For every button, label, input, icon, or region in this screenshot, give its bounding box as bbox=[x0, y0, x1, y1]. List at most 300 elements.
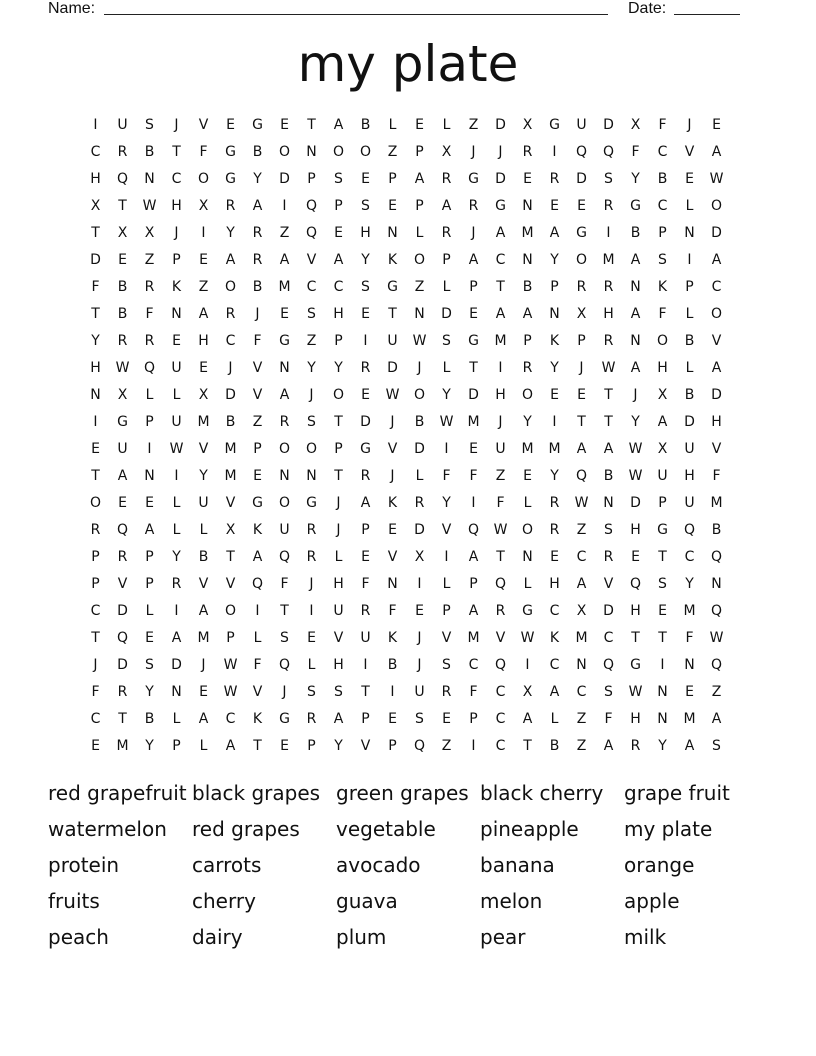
grid-letter[interactable]: L bbox=[442, 278, 451, 295]
grid-letter[interactable]: L bbox=[685, 359, 694, 376]
grid-letter[interactable]: Z bbox=[468, 116, 479, 133]
grid-letter[interactable]: Y bbox=[253, 170, 262, 187]
grid-letter[interactable]: C bbox=[225, 332, 236, 349]
grid-letter[interactable]: L bbox=[550, 710, 559, 727]
grid-letter[interactable]: B bbox=[252, 143, 263, 160]
grid-letter[interactable]: I bbox=[255, 602, 260, 619]
grid-letter[interactable]: X bbox=[576, 602, 587, 619]
grid-letter[interactable]: X bbox=[657, 440, 668, 457]
grid-letter[interactable]: N bbox=[279, 467, 290, 484]
grid-letter[interactable]: T bbox=[91, 629, 100, 646]
grid-letter[interactable]: L bbox=[199, 737, 208, 754]
grid-letter[interactable]: T bbox=[577, 413, 586, 430]
grid-letter[interactable]: B bbox=[117, 305, 128, 322]
grid-letter[interactable]: S bbox=[145, 116, 154, 133]
grid-letter[interactable]: R bbox=[90, 521, 101, 538]
grid-letter[interactable]: P bbox=[307, 170, 316, 187]
grid-letter[interactable]: E bbox=[631, 548, 640, 565]
grid-letter[interactable]: E bbox=[523, 170, 532, 187]
grid-letter[interactable]: D bbox=[630, 494, 641, 511]
grid-letter[interactable]: A bbox=[522, 305, 533, 322]
grid-letter[interactable]: Z bbox=[387, 143, 398, 160]
grid-letter[interactable]: W bbox=[439, 413, 454, 430]
grid-letter[interactable]: J bbox=[498, 143, 503, 160]
grid-letter[interactable]: F bbox=[631, 143, 640, 160]
grid-letter[interactable]: P bbox=[226, 629, 235, 646]
grid-letter[interactable]: V bbox=[306, 251, 317, 268]
grid-letter[interactable]: M bbox=[467, 629, 480, 646]
grid-letter[interactable]: L bbox=[145, 386, 154, 403]
grid-letter[interactable]: E bbox=[388, 521, 397, 538]
grid-letter[interactable]: Z bbox=[252, 413, 263, 430]
grid-letter[interactable]: Y bbox=[631, 170, 640, 187]
grid-letter[interactable]: A bbox=[711, 710, 722, 727]
grid-letter[interactable]: U bbox=[171, 413, 182, 430]
grid-letter[interactable]: R bbox=[117, 548, 128, 565]
grid-letter[interactable]: X bbox=[144, 224, 155, 241]
grid-letter[interactable]: P bbox=[145, 413, 154, 430]
grid-letter[interactable]: R bbox=[225, 197, 236, 214]
grid-letter[interactable]: J bbox=[390, 467, 395, 484]
grid-letter[interactable]: T bbox=[658, 548, 667, 565]
grid-letter[interactable]: W bbox=[169, 440, 184, 457]
grid-letter[interactable]: J bbox=[174, 224, 179, 241]
grid-letter[interactable]: R bbox=[360, 359, 371, 376]
grid-letter[interactable]: Q bbox=[116, 170, 129, 187]
grid-letter[interactable]: O bbox=[89, 494, 102, 511]
grid-letter[interactable]: A bbox=[711, 143, 722, 160]
grid-letter[interactable]: H bbox=[333, 575, 344, 592]
grid-letter[interactable]: A bbox=[279, 386, 290, 403]
grid-letter[interactable]: M bbox=[548, 440, 561, 457]
grid-letter[interactable]: S bbox=[361, 278, 370, 295]
grid-letter[interactable]: D bbox=[468, 386, 479, 403]
grid-letter[interactable]: L bbox=[199, 521, 208, 538]
grid-letter[interactable]: F bbox=[388, 602, 397, 619]
grid-letter[interactable]: Q bbox=[710, 602, 723, 619]
grid-letter[interactable]: O bbox=[575, 251, 588, 268]
grid-letter[interactable]: G bbox=[387, 278, 398, 295]
grid-letter[interactable]: V bbox=[711, 332, 722, 349]
grid-letter[interactable]: C bbox=[549, 602, 560, 619]
grid-letter[interactable]: C bbox=[90, 602, 101, 619]
grid-letter[interactable]: P bbox=[415, 143, 424, 160]
grid-letter[interactable]: U bbox=[333, 602, 344, 619]
grid-letter[interactable]: V bbox=[333, 629, 344, 646]
grid-letter[interactable]: I bbox=[552, 413, 557, 430]
grid-letter[interactable]: E bbox=[145, 629, 154, 646]
grid-letter[interactable]: T bbox=[253, 737, 262, 754]
grid-letter[interactable]: L bbox=[145, 602, 154, 619]
grid-letter[interactable]: W bbox=[223, 656, 238, 673]
grid-letter[interactable]: P bbox=[658, 494, 667, 511]
grid-letter[interactable]: A bbox=[171, 629, 182, 646]
grid-letter[interactable]: W bbox=[709, 629, 724, 646]
grid-letter[interactable]: I bbox=[309, 602, 314, 619]
grid-letter[interactable]: U bbox=[657, 467, 668, 484]
grid-letter[interactable]: R bbox=[549, 170, 560, 187]
grid-letter[interactable]: A bbox=[657, 413, 668, 430]
grid-letter[interactable]: N bbox=[171, 305, 182, 322]
grid-letter[interactable]: V bbox=[684, 143, 695, 160]
grid-letter[interactable]: B bbox=[684, 386, 695, 403]
grid-letter[interactable]: E bbox=[685, 170, 694, 187]
grid-letter[interactable]: F bbox=[199, 143, 208, 160]
grid-letter[interactable]: A bbox=[522, 710, 533, 727]
grid-letter[interactable]: P bbox=[361, 710, 370, 727]
grid-letter[interactable]: Y bbox=[685, 575, 694, 592]
grid-letter[interactable]: O bbox=[197, 170, 210, 187]
grid-letter[interactable]: B bbox=[603, 467, 614, 484]
grid-letter[interactable]: P bbox=[91, 548, 100, 565]
grid-letter[interactable]: N bbox=[387, 575, 398, 592]
grid-letter[interactable]: N bbox=[306, 467, 317, 484]
grid-letter[interactable]: T bbox=[334, 467, 343, 484]
grid-letter[interactable]: Y bbox=[631, 413, 640, 430]
grid-letter[interactable]: B bbox=[711, 521, 722, 538]
grid-letter[interactable]: D bbox=[495, 116, 506, 133]
grid-letter[interactable]: L bbox=[388, 116, 397, 133]
grid-letter[interactable]: B bbox=[657, 170, 668, 187]
grid-letter[interactable]: X bbox=[522, 116, 533, 133]
grid-letter[interactable]: V bbox=[441, 521, 452, 538]
grid-letter[interactable]: D bbox=[495, 170, 506, 187]
grid-letter[interactable]: K bbox=[387, 251, 398, 268]
grid-letter[interactable]: U bbox=[387, 332, 398, 349]
grid-letter[interactable]: C bbox=[468, 656, 479, 673]
grid-letter[interactable]: M bbox=[224, 467, 237, 484]
grid-letter[interactable]: I bbox=[498, 359, 503, 376]
grid-letter[interactable]: G bbox=[468, 332, 479, 349]
grid-letter[interactable]: M bbox=[710, 494, 723, 511]
grid-letter[interactable]: N bbox=[522, 197, 533, 214]
grid-letter[interactable]: D bbox=[414, 521, 425, 538]
grid-letter[interactable]: Y bbox=[523, 413, 532, 430]
grid-letter[interactable]: P bbox=[415, 197, 424, 214]
grid-letter[interactable]: I bbox=[444, 548, 449, 565]
grid-letter[interactable]: L bbox=[172, 494, 181, 511]
grid-letter[interactable]: Y bbox=[334, 359, 343, 376]
grid-letter[interactable]: V bbox=[387, 440, 398, 457]
grid-letter[interactable]: E bbox=[415, 116, 424, 133]
grid-letter[interactable]: N bbox=[414, 305, 425, 322]
grid-letter[interactable]: N bbox=[144, 467, 155, 484]
grid-letter[interactable]: T bbox=[631, 629, 640, 646]
grid-letter[interactable]: Q bbox=[305, 197, 318, 214]
grid-letter[interactable]: A bbox=[603, 440, 614, 457]
grid-letter[interactable]: Y bbox=[658, 737, 667, 754]
grid-letter[interactable]: G bbox=[360, 440, 371, 457]
grid-letter[interactable]: P bbox=[469, 278, 478, 295]
grid-letter[interactable]: R bbox=[360, 602, 371, 619]
grid-letter[interactable]: D bbox=[360, 413, 371, 430]
grid-letter[interactable]: A bbox=[468, 602, 479, 619]
grid-letter[interactable]: J bbox=[687, 116, 692, 133]
grid-letter[interactable]: Q bbox=[710, 656, 723, 673]
grid-letter[interactable]: K bbox=[387, 629, 398, 646]
grid-letter[interactable]: U bbox=[495, 440, 506, 457]
grid-letter[interactable]: F bbox=[253, 656, 262, 673]
grid-letter[interactable]: P bbox=[469, 710, 478, 727]
grid-letter[interactable]: H bbox=[630, 710, 641, 727]
grid-letter[interactable]: Q bbox=[467, 521, 480, 538]
grid-letter[interactable]: C bbox=[576, 683, 587, 700]
grid-letter[interactable]: P bbox=[334, 197, 343, 214]
grid-letter[interactable]: J bbox=[201, 656, 206, 673]
grid-letter[interactable]: I bbox=[363, 656, 368, 673]
grid-letter[interactable]: O bbox=[710, 305, 723, 322]
grid-letter[interactable]: O bbox=[278, 440, 291, 457]
grid-letter[interactable]: A bbox=[630, 305, 641, 322]
grid-letter[interactable]: Z bbox=[441, 737, 452, 754]
grid-letter[interactable]: P bbox=[442, 602, 451, 619]
grid-letter[interactable]: I bbox=[174, 467, 179, 484]
grid-letter[interactable]: C bbox=[90, 710, 101, 727]
grid-letter[interactable]: A bbox=[144, 521, 155, 538]
grid-letter[interactable]: S bbox=[604, 683, 613, 700]
grid-letter[interactable]: D bbox=[117, 656, 128, 673]
grid-letter[interactable]: O bbox=[359, 143, 372, 160]
grid-letter[interactable]: R bbox=[522, 143, 533, 160]
grid-letter[interactable]: P bbox=[388, 737, 397, 754]
grid-letter[interactable]: A bbox=[711, 359, 722, 376]
grid-letter[interactable]: A bbox=[360, 494, 371, 511]
grid-letter[interactable]: I bbox=[147, 440, 152, 457]
grid-letter[interactable]: V bbox=[117, 575, 128, 592]
grid-letter[interactable]: R bbox=[468, 197, 479, 214]
grid-letter[interactable]: J bbox=[309, 386, 314, 403]
grid-letter[interactable]: E bbox=[280, 305, 289, 322]
grid-letter[interactable]: M bbox=[467, 413, 480, 430]
grid-letter[interactable]: R bbox=[117, 143, 128, 160]
grid-letter[interactable]: X bbox=[441, 143, 452, 160]
grid-letter[interactable]: O bbox=[710, 197, 723, 214]
grid-letter[interactable]: R bbox=[144, 332, 155, 349]
grid-letter[interactable]: B bbox=[630, 224, 641, 241]
grid-letter[interactable]: J bbox=[93, 656, 98, 673]
grid-letter[interactable]: Q bbox=[575, 143, 588, 160]
grid-letter[interactable]: I bbox=[201, 224, 206, 241]
grid-letter[interactable]: Q bbox=[683, 521, 696, 538]
grid-letter[interactable]: S bbox=[334, 170, 343, 187]
grid-letter[interactable]: Y bbox=[145, 683, 154, 700]
grid-letter[interactable]: R bbox=[576, 278, 587, 295]
grid-letter[interactable]: D bbox=[603, 602, 614, 619]
grid-letter[interactable]: Q bbox=[251, 575, 264, 592]
grid-letter[interactable]: S bbox=[442, 332, 451, 349]
grid-letter[interactable]: C bbox=[495, 737, 506, 754]
grid-letter[interactable]: E bbox=[361, 170, 370, 187]
grid-letter[interactable]: H bbox=[630, 602, 641, 619]
grid-letter[interactable]: L bbox=[307, 656, 316, 673]
grid-letter[interactable]: J bbox=[471, 143, 476, 160]
grid-letter[interactable]: Y bbox=[550, 251, 559, 268]
grid-letter[interactable]: I bbox=[282, 197, 287, 214]
grid-letter[interactable]: U bbox=[684, 440, 695, 457]
grid-letter[interactable]: G bbox=[306, 494, 317, 511]
grid-letter[interactable]: A bbox=[225, 251, 236, 268]
grid-letter[interactable]: B bbox=[414, 413, 425, 430]
grid-letter[interactable]: I bbox=[471, 737, 476, 754]
grid-letter[interactable]: C bbox=[603, 629, 614, 646]
grid-letter[interactable]: N bbox=[576, 656, 587, 673]
grid-letter[interactable]: X bbox=[117, 224, 128, 241]
grid-letter[interactable]: S bbox=[280, 629, 289, 646]
grid-letter[interactable]: H bbox=[495, 386, 506, 403]
grid-letter[interactable]: E bbox=[253, 467, 262, 484]
grid-letter[interactable]: J bbox=[579, 359, 584, 376]
grid-letter[interactable]: E bbox=[226, 116, 235, 133]
grid-letter[interactable]: C bbox=[711, 278, 722, 295]
grid-letter[interactable]: Y bbox=[550, 467, 559, 484]
grid-letter[interactable]: A bbox=[684, 737, 695, 754]
grid-letter[interactable]: Y bbox=[307, 359, 316, 376]
grid-letter[interactable]: C bbox=[549, 656, 560, 673]
grid-letter[interactable]: H bbox=[360, 224, 371, 241]
grid-letter[interactable]: R bbox=[144, 278, 155, 295]
grid-letter[interactable]: Y bbox=[550, 359, 559, 376]
grid-letter[interactable]: J bbox=[633, 386, 638, 403]
grid-letter[interactable]: H bbox=[171, 197, 182, 214]
grid-letter[interactable]: S bbox=[307, 305, 316, 322]
grid-letter[interactable]: Z bbox=[198, 278, 209, 295]
grid-letter[interactable]: W bbox=[628, 467, 643, 484]
grid-letter[interactable]: U bbox=[117, 440, 128, 457]
grid-letter[interactable]: P bbox=[658, 224, 667, 241]
grid-letter[interactable]: A bbox=[576, 440, 587, 457]
grid-letter[interactable]: L bbox=[415, 467, 424, 484]
grid-letter[interactable]: A bbox=[252, 548, 263, 565]
grid-letter[interactable]: W bbox=[412, 332, 427, 349]
grid-letter[interactable]: E bbox=[712, 116, 721, 133]
grid-letter[interactable]: O bbox=[521, 386, 534, 403]
grid-letter[interactable]: R bbox=[603, 197, 614, 214]
grid-letter[interactable]: X bbox=[225, 521, 236, 538]
grid-letter[interactable]: T bbox=[496, 548, 505, 565]
grid-letter[interactable]: I bbox=[687, 251, 692, 268]
grid-letter[interactable]: E bbox=[118, 251, 127, 268]
grid-letter[interactable]: E bbox=[523, 467, 532, 484]
grid-letter[interactable]: N bbox=[522, 548, 533, 565]
grid-letter[interactable]: X bbox=[630, 116, 641, 133]
grid-letter[interactable]: D bbox=[225, 386, 236, 403]
grid-letter[interactable]: R bbox=[441, 170, 452, 187]
grid-letter[interactable]: G bbox=[117, 413, 128, 430]
grid-letter[interactable]: O bbox=[305, 440, 318, 457]
grid-letter[interactable]: E bbox=[199, 683, 208, 700]
grid-letter[interactable]: P bbox=[361, 521, 370, 538]
grid-letter[interactable]: H bbox=[333, 656, 344, 673]
grid-letter[interactable]: D bbox=[117, 602, 128, 619]
grid-letter[interactable]: V bbox=[225, 575, 236, 592]
grid-letter[interactable]: V bbox=[387, 548, 398, 565]
grid-letter[interactable]: J bbox=[228, 359, 233, 376]
grid-letter[interactable]: B bbox=[522, 278, 533, 295]
grid-letter[interactable]: F bbox=[91, 683, 100, 700]
grid-letter[interactable]: K bbox=[252, 710, 263, 727]
grid-letter[interactable]: E bbox=[685, 683, 694, 700]
grid-letter[interactable]: A bbox=[414, 170, 425, 187]
grid-letter[interactable]: Z bbox=[279, 224, 290, 241]
grid-letter[interactable]: E bbox=[577, 386, 586, 403]
grid-letter[interactable]: E bbox=[334, 224, 343, 241]
grid-letter[interactable]: E bbox=[550, 197, 559, 214]
grid-letter[interactable]: X bbox=[117, 386, 128, 403]
grid-letter[interactable]: S bbox=[307, 683, 316, 700]
grid-letter[interactable]: S bbox=[415, 710, 424, 727]
grid-letter[interactable]: Z bbox=[576, 710, 587, 727]
grid-letter[interactable]: W bbox=[601, 359, 616, 376]
grid-letter[interactable]: L bbox=[253, 629, 262, 646]
grid-letter[interactable]: H bbox=[657, 359, 668, 376]
grid-letter[interactable]: I bbox=[390, 683, 395, 700]
grid-letter[interactable]: S bbox=[442, 656, 451, 673]
grid-letter[interactable]: I bbox=[363, 332, 368, 349]
grid-letter[interactable]: G bbox=[630, 197, 641, 214]
grid-letter[interactable]: P bbox=[172, 251, 181, 268]
grid-letter[interactable]: P bbox=[388, 170, 397, 187]
grid-letter[interactable]: V bbox=[711, 440, 722, 457]
grid-letter[interactable]: W bbox=[385, 386, 400, 403]
grid-letter[interactable]: D bbox=[684, 413, 695, 430]
grid-letter[interactable]: E bbox=[280, 737, 289, 754]
grid-letter[interactable]: S bbox=[145, 656, 154, 673]
grid-letter[interactable]: K bbox=[657, 278, 668, 295]
grid-letter[interactable]: Q bbox=[494, 656, 507, 673]
grid-letter[interactable]: G bbox=[252, 494, 263, 511]
grid-letter[interactable]: B bbox=[225, 413, 236, 430]
grid-letter[interactable]: Y bbox=[226, 224, 235, 241]
grid-letter[interactable]: R bbox=[306, 521, 317, 538]
grid-letter[interactable]: O bbox=[413, 251, 426, 268]
grid-letter[interactable]: T bbox=[118, 197, 127, 214]
grid-letter[interactable]: Q bbox=[116, 521, 129, 538]
grid-letter[interactable]: N bbox=[657, 710, 668, 727]
grid-letter[interactable]: F bbox=[496, 494, 505, 511]
grid-letter[interactable]: T bbox=[604, 386, 613, 403]
grid-letter[interactable]: S bbox=[712, 737, 721, 754]
grid-letter[interactable]: W bbox=[223, 683, 238, 700]
grid-letter[interactable]: N bbox=[387, 224, 398, 241]
grid-letter[interactable]: T bbox=[334, 413, 343, 430]
grid-letter[interactable]: T bbox=[361, 683, 370, 700]
grid-letter[interactable]: R bbox=[252, 224, 263, 241]
name-blank-line[interactable] bbox=[104, 14, 608, 15]
grid-letter[interactable]: E bbox=[415, 602, 424, 619]
grid-letter[interactable]: A bbox=[549, 683, 560, 700]
grid-letter[interactable]: U bbox=[117, 116, 128, 133]
grid-letter[interactable]: P bbox=[550, 278, 559, 295]
grid-letter[interactable]: M bbox=[521, 440, 534, 457]
grid-letter[interactable]: N bbox=[603, 494, 614, 511]
grid-letter[interactable]: B bbox=[117, 278, 128, 295]
grid-letter[interactable]: U bbox=[279, 521, 290, 538]
grid-letter[interactable]: A bbox=[333, 116, 344, 133]
grid-letter[interactable]: T bbox=[523, 737, 532, 754]
grid-letter[interactable]: L bbox=[172, 710, 181, 727]
grid-letter[interactable]: U bbox=[198, 494, 209, 511]
grid-letter[interactable]: R bbox=[630, 737, 641, 754]
grid-letter[interactable]: H bbox=[630, 521, 641, 538]
grid-letter[interactable]: M bbox=[224, 440, 237, 457]
grid-letter[interactable]: T bbox=[280, 602, 289, 619]
grid-letter[interactable]: O bbox=[521, 521, 534, 538]
grid-letter[interactable]: G bbox=[549, 116, 560, 133]
grid-letter[interactable]: R bbox=[225, 305, 236, 322]
grid-letter[interactable]: R bbox=[306, 548, 317, 565]
grid-letter[interactable]: V bbox=[441, 629, 452, 646]
grid-letter[interactable]: O bbox=[656, 332, 669, 349]
